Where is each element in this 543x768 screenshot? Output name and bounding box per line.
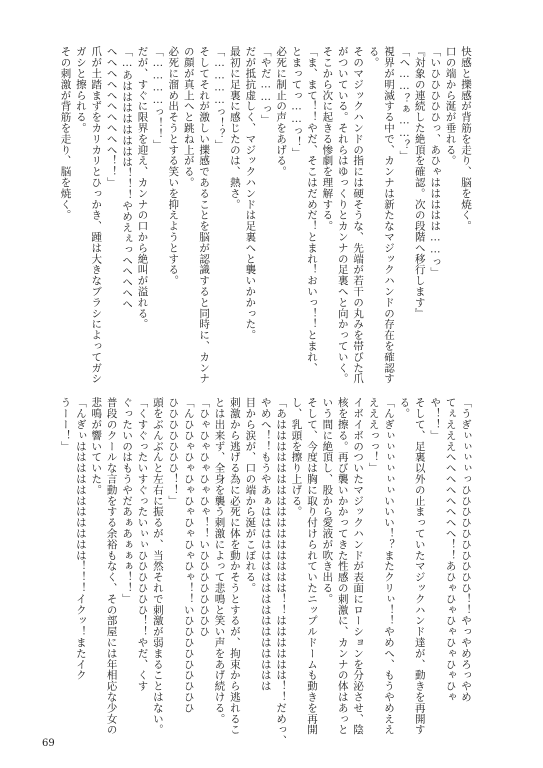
text-line: 頭をぶんぶんと左右に振るが、当然それで刺激が弱まることはない。: [151, 397, 164, 735]
text-line: ガシと擦られる。: [74, 46, 87, 134]
text-line: 普段のクールな言動をする余裕もなく、その部屋には年相応な少女の: [105, 397, 118, 735]
text-line: ひひひひひひひ！！」: [167, 397, 180, 506]
text-line: の顔が真上へと跳ね上がる。: [182, 46, 195, 188]
text-line: 「…あはははははははは！！！やめえぇっへへへへへ: [121, 46, 134, 310]
text-line: その刺激が背筋を走り、脳を焼く。: [59, 46, 72, 221]
text-line: そして、今度は胸に取り付けられていたニップルドームも動きを再開: [305, 397, 318, 735]
text-line: 「ひゃひゃひゃひゃひゃ！！いひひひひひひひひ: [198, 397, 211, 637]
text-line: とまってっ……っ！」: [290, 46, 303, 158]
text-line: る。: [398, 397, 411, 419]
text-line: や！！」: [429, 397, 442, 441]
text-line: 必死に溜め出そうとする笑いを抑えようとする。: [167, 46, 180, 286]
text-line: そしてそれが激しい擽感であることを脳が認識すると同時に、カンナ: [198, 46, 211, 384]
bottom-text-column: [57, 397, 473, 746]
text-line: えええっっ！」: [367, 397, 380, 474]
text-line: 「んひひゃひゃひゃひゃひゃひゃひゃ！！いひひひひひひひひひ: [182, 397, 195, 714]
text-line: やめへ！！もうやあぁははははははははははははははははは: [259, 397, 272, 692]
text-line: へへへへへへへへへへ！！」: [105, 46, 118, 188]
text-line: だが抵抗虚しく、マジックハンドは足裏へと襲いかかった。: [244, 46, 257, 341]
text-line: し、乳頭を擦り上げる。: [290, 397, 303, 517]
text-line: うーー！」: [59, 397, 72, 452]
text-line: る。: [367, 46, 380, 68]
text-line: イボイボのついたマジックハンドが表面にローションを分泌させ、陰: [352, 397, 365, 735]
text-line: 「んぎぃははははははははははは！！！イクッ！またイク: [74, 397, 87, 681]
text-line: がついている。それらはゆっくりとカンナの足裏へと向かっていく。: [336, 46, 349, 384]
text-line: そこから次に起きる惨劇を理解する。: [321, 46, 334, 232]
text-line: 刺激から逃げる為に必死に体を動かそうとするが、拘束から逃れるこ: [228, 397, 241, 735]
text-line: 視界が明滅する中で、カンナは新たなマジックハンドの存在を確認す: [382, 46, 395, 384]
text-line: 「ま、まて！！やだ、そこはだめだ！とまれ！おいっ！！とまれ、: [305, 46, 318, 373]
text-line: 「へ……？ぁ……？」: [398, 46, 411, 161]
text-line: 「うぎぃぃぃぃっひひひひひひひひひひ！！やっやめろっやめ: [460, 397, 472, 703]
text-line: そして、足裏以外の止まっていたマジックハンド達が、動きを再開す: [413, 397, 426, 735]
text-line: 「…………っ！！」: [151, 46, 164, 151]
text-line: 「あはははははははははははははははは！！はははははは！！だめっ、: [275, 397, 288, 746]
text-line: 最初に足裏に感じたのは、熱さ。: [228, 46, 241, 210]
text-line: 『対象の連続した絶頂を確認。次の段階へ移行します』: [413, 46, 426, 319]
text-line: 「んぎぃぃぃぃぃぃいいい！？またクリぃ！！やめへ、もうやめええ: [382, 397, 395, 735]
text-line: だが、すぐに限界を迎え、カンナの口から絶叫が溢れる。: [136, 46, 149, 330]
text-line: 「いひひひひひっ、あひゃははははは……っ」: [429, 46, 442, 278]
text-line: ぐったいのはもうやだあぁあぁぁぁ！！」: [121, 397, 134, 605]
text-line: とは出来ず、全身を襲う刺激によって悲鳴と笑い声をあげ続ける。: [213, 397, 226, 724]
text-line: 目から涙が、口の端から涎がこぼれる。: [244, 397, 257, 594]
text-line: そのマジックハンドの指には硬そうな、先端が若干の丸みを帯びた爪: [352, 46, 365, 384]
text-line: 口の端から涎が垂れる。: [444, 46, 457, 166]
text-line: 必死に制止の声をあげる。: [275, 46, 288, 177]
text-line: 「くすぐったいすぐったいぃぃひひひひひひ！！やだ、くす: [136, 397, 149, 692]
text-line: いう間に絶頂し、股から愛液が吹き出る。: [321, 397, 334, 605]
text-line: 爪が土踏まずをカリカリとひっかき、踵は大きなブラシによってガシ: [90, 46, 103, 384]
text-line: 快感と擽感が背筋を走り、脳を焼く。: [460, 46, 472, 232]
text-line: 核を擦る。再び襲いかかってきた性感の刺激に、カンナの体はあっと: [336, 397, 349, 735]
text-line: てぇえええへへへへへへへへ！！あひゃひゃひゃひゃひゃひゃ: [444, 397, 457, 703]
text-line: 悲鳴が響いていた。: [90, 397, 103, 496]
text-line: 「…………っ！？」: [213, 46, 226, 151]
top-text-column: [57, 46, 473, 384]
text-line: 「やだ……っ」: [259, 46, 272, 126]
page-number: 69: [42, 738, 55, 749]
